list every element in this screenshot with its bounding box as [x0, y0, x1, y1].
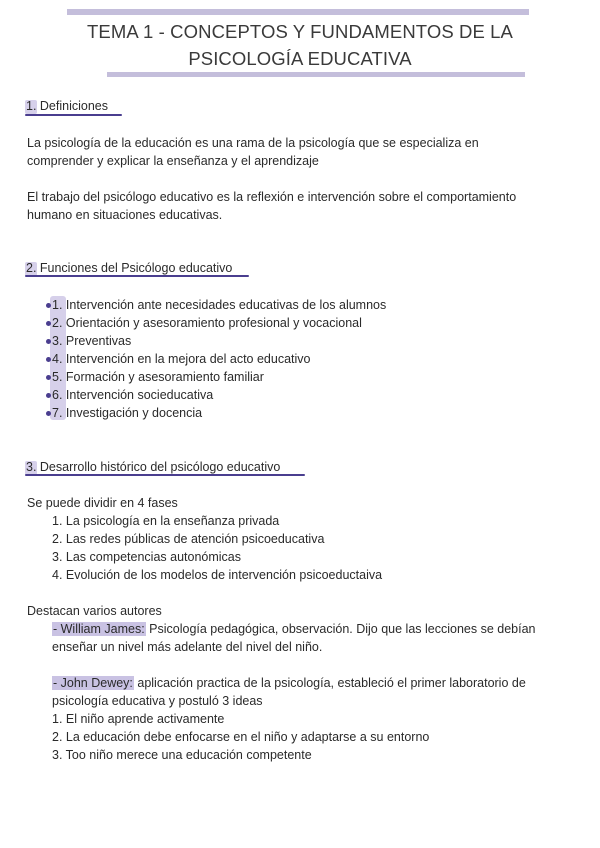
list-item: 3. Too niño merece una educación competente	[52, 748, 312, 762]
bullet-icon	[46, 357, 51, 362]
bullet-icon	[46, 339, 51, 344]
text-fragment: aplicación practica de la psicología, estableció el primer laboratorio de	[133, 676, 526, 690]
phases-intro: Se puede dividir en 4 fases	[27, 496, 178, 510]
section-1-paragraph-2	[27, 188, 577, 224]
bullet-icon	[46, 321, 51, 326]
bullet-icon	[46, 375, 51, 380]
heading-underline	[25, 474, 305, 476]
author-name-highlight: - William James:	[53, 622, 145, 636]
text-line: comprender y explicar la enseñanza y el aprendizaje	[27, 154, 319, 168]
text-line: La psicología de la educación es una rama de la psicología que se especializa en	[27, 136, 479, 150]
list-item	[52, 368, 386, 386]
text-line: humano en situaciones educativas.	[27, 208, 223, 222]
list-item: 2. Las redes públicas de atención psicoeducativa	[52, 532, 325, 546]
list-item-text: 5. Formación y asesoramiento familiar	[52, 370, 264, 384]
title-decoration-top	[67, 9, 529, 15]
text-fragment: Psicología pedagógica, observación. Dijo que las lecciones se debían	[145, 622, 536, 636]
bullet-icon	[46, 411, 51, 416]
list-item	[52, 350, 386, 368]
list-item: 3. Las competencias autonómicas	[52, 550, 241, 564]
section-2-heading: 2. Funciones del Psicólogo educativo	[26, 261, 233, 275]
list-item: 1. El niño aprende activamente	[52, 712, 225, 726]
title-decoration-bottom	[107, 72, 525, 77]
section-1-heading: 1. Definiciones	[26, 99, 108, 113]
author-william-james	[52, 620, 572, 656]
list-item-text: 2. Orientación y asesoramiento profesional y vocacional	[52, 316, 362, 330]
page-title	[30, 18, 570, 72]
section-3-heading: 3. Desarrollo histórico del psicólogo educativo	[26, 460, 281, 474]
list-item: 2. La educación debe enfocarse en el niño y adaptarse a su entorno	[52, 730, 430, 744]
title-line-1: TEMA 1 - CONCEPTOS Y FUNDAMENTOS DE LA	[87, 21, 513, 42]
text-line	[52, 674, 572, 692]
text-line: enseñar un nivel más adelante del nivel del niño.	[52, 640, 323, 654]
author-name-highlight: - John Dewey:	[53, 676, 133, 690]
section-1-paragraph-1	[27, 134, 577, 170]
list-item-text: 4. Intervención en la mejora del acto educativo	[52, 352, 311, 366]
list-item: 1. La psicología en la enseñanza privada	[52, 514, 280, 528]
list-item	[52, 404, 386, 422]
bullet-icon	[46, 393, 51, 398]
list-item-text: 3. Preventivas	[52, 334, 132, 348]
text-line	[52, 620, 572, 638]
title-line-2: PSICOLOGÍA EDUCATIVA	[188, 48, 412, 69]
list-item	[52, 314, 386, 332]
list-item: 4. Evolución de los modelos de intervención psicoeductaiva	[52, 568, 383, 582]
list-item	[52, 386, 386, 404]
list-item	[52, 296, 386, 314]
heading-underline	[25, 114, 122, 116]
author-john-dewey	[52, 674, 572, 764]
list-item-text: 1. Intervención ante necesidades educativas de los alumnos	[52, 298, 387, 312]
text-line: psicología educativa y postuló 3 ideas	[52, 694, 263, 708]
list-item-text: 6. Intervención socieducativa	[52, 388, 214, 402]
list-item	[52, 332, 386, 350]
heading-underline	[25, 275, 249, 277]
functions-list	[52, 296, 386, 422]
list-item-text: 7. Investigación y docencia	[52, 406, 203, 420]
text-line: El trabajo del psicólogo educativo es la reflexión e intervención sobre el comportamiento	[27, 190, 517, 204]
phases-list	[52, 512, 382, 584]
authors-intro: Destacan varios autores	[27, 604, 162, 618]
bullet-icon	[46, 303, 51, 308]
